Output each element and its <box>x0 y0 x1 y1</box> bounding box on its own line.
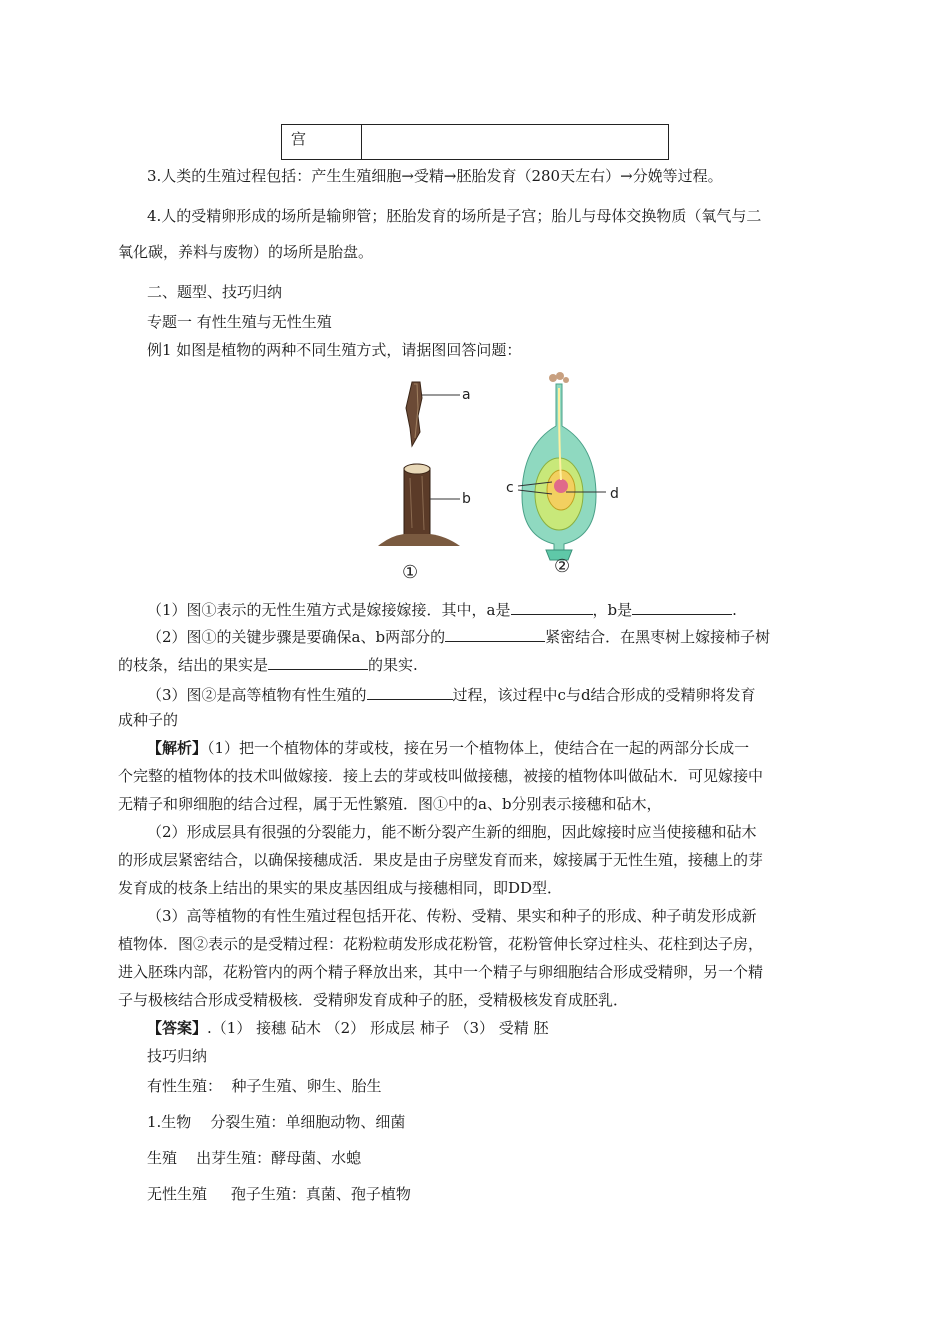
grafting-illustration <box>378 382 460 546</box>
analysis-text: （1）把一个植物体的芽或枝，接在另一个植物体上，使结合在一起的两部分长成一 <box>207 739 750 757</box>
question-2-text-suffix: 紧密结合．在黑枣树上嫁接柿子树 <box>545 628 771 646</box>
paragraph-4-line-1: 4.人的受精卵形成的场所是输卵管；胚胎发育的场所是子宫；胎儿与母体交换物质（氧气与二 <box>147 207 762 225</box>
question-1-text-end: . <box>732 601 737 619</box>
question-3-text: （3）图②是高等植物有性生殖的 <box>147 686 367 704</box>
question-2-text: （2）图①的关键步骤是要确保a、b两部分的 <box>147 628 446 646</box>
analysis-line-4: （2）形成层具有很强的分裂能力，能不断分裂产生新的细胞，因此嫁接时应当使接穗和砧木 <box>147 823 757 841</box>
answer-tag: 【答案】 <box>147 1019 208 1037</box>
topic-heading: 专题一 有性生殖与无性生殖 <box>147 313 332 331</box>
label-a: a <box>462 387 471 403</box>
answer-blank <box>511 599 593 615</box>
question-2-line-2 <box>118 654 418 675</box>
analysis-line-10: 子与极核结合形成受精极核．受精卵发育成种子的胚，受精极核发育成胚乳． <box>118 991 629 1009</box>
label-d: d <box>610 486 619 502</box>
summary-line-1: 1.生物 分裂生殖：单细胞动物、细菌 <box>147 1113 406 1131</box>
paragraph-4-line-2: 氧化碳，养料与废物）的场所是胎盘。 <box>118 243 374 261</box>
answer-blank <box>445 626 545 642</box>
answer-blank <box>632 599 732 615</box>
answer-blank <box>268 654 368 670</box>
question-3-text-suffix: 过程，该过程中c与d结合形成的受精卵将发育 <box>452 686 756 704</box>
analysis-line-8: 植物体．图②表示的是受精过程：花粉粒萌发形成花粉管，花粉管伸长穿过柱头、花柱到达子房， <box>118 935 764 953</box>
analysis-tag: 【解析】 <box>147 739 208 757</box>
answer-blank <box>367 684 453 700</box>
question-3-line-2: 成种子的 <box>118 711 179 729</box>
summary-line-3: 无性生殖 孢子生殖：真菌、孢子植物 <box>147 1185 411 1203</box>
paragraph-3: 3.人类的生殖过程包括：产生生殖细胞→受精→胚胎发育（280天左右）→分娩等过程。 <box>147 167 723 185</box>
analysis-line-7: （3）高等植物的有性生殖过程包括开花、传粉、受精、果实和种子的形成、种子萌发形成新 <box>147 907 757 925</box>
plant-reproduction-figure <box>360 368 640 586</box>
label-c: c <box>506 480 514 496</box>
question-2-line-2-suffix: 的果实. <box>368 656 418 674</box>
analysis-line-9: 进入胚珠内部，花粉管内的两个精子释放出来，其中一个精子与卵细胞结合形成受精卵，另一个精 <box>118 963 764 981</box>
example-heading: 例1 如图是植物的两种不同生殖方式，请据图回答问题： <box>147 341 522 359</box>
analysis-line-3: 无精子和卵细胞的结合过程，属于无性繁殖．图①中的a、b分别表示接穗和砧木， <box>118 795 662 813</box>
analysis-line-1 <box>147 738 749 758</box>
caption-figure-1: ① <box>402 562 419 583</box>
summary-line-2: 生殖 出芽生殖：酵母菌、水螅 <box>147 1149 362 1167</box>
question-1 <box>147 599 737 620</box>
pistil-illustration <box>518 372 606 560</box>
label-b: b <box>462 491 471 507</box>
section-heading: 二、题型、技巧归纳 <box>147 283 283 301</box>
question-1-text-mid: ，b是 <box>592 601 633 619</box>
answer-line <box>147 1018 549 1038</box>
analysis-line-6: 发育成的枝条上结出的果实的果皮基因组成与接穗相同，即DD型． <box>118 879 563 897</box>
table-cell-text: 宫 <box>291 130 307 148</box>
caption-figure-2: ② <box>554 556 571 577</box>
analysis-line-2: 个完整的植物体的技术叫做嫁接．接上去的芽或枝叫做接穗，被接的植物体叫做砧木．可见嫁接中 <box>118 767 764 785</box>
question-2-line-1 <box>147 626 770 647</box>
question-3-line-1 <box>147 684 756 705</box>
question-1-text: （1）图①表示的无性生殖方式是嫁接嫁接．其中，a是 <box>147 601 511 619</box>
sexual-reproduction-line: 有性生殖： 种子生殖、卵生、胎生 <box>147 1077 382 1095</box>
table-cell <box>282 125 362 159</box>
question-2-line-2-text: 的枝条，结出的果实是 <box>118 656 269 674</box>
table-fragment <box>281 124 669 160</box>
answer-text: .（1） 接穗 砧木 （2） 形成层 柿子 （3） 受精 胚 <box>207 1019 549 1037</box>
analysis-line-5: 的形成层紧密结合，以确保接穗成活．果皮是由子房壁发育而来，嫁接属于无性生殖，接穗上的芽 <box>118 851 764 869</box>
skills-heading: 技巧归纳 <box>147 1047 208 1065</box>
